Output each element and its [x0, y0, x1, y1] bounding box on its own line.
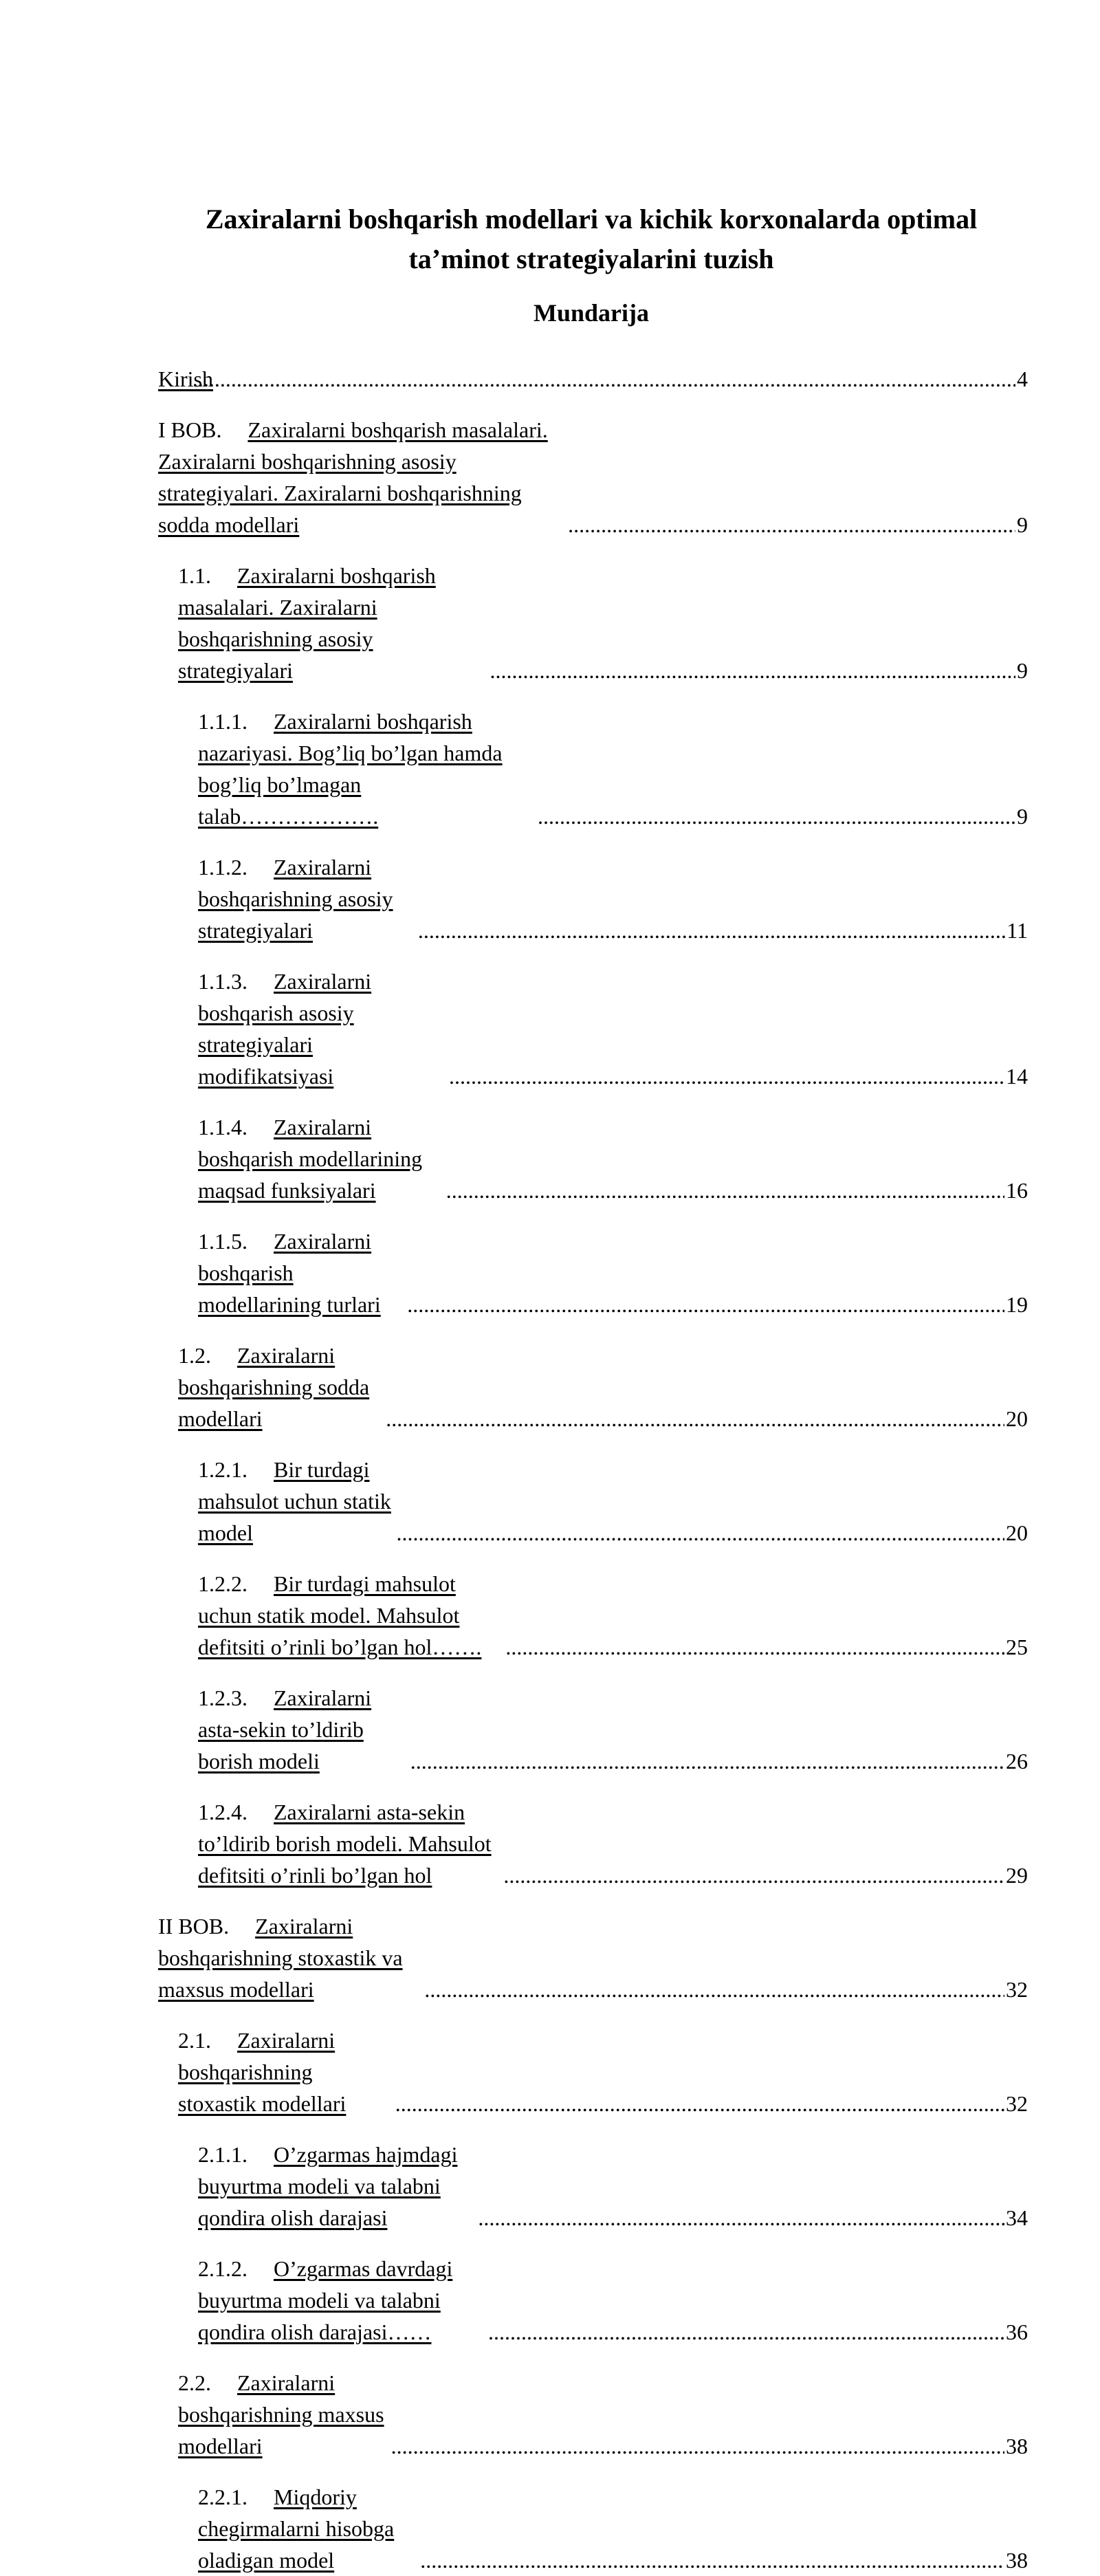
- toc-page-number: 32: [1006, 2091, 1028, 2116]
- toc-entry-number: 1.1.2.: [198, 855, 248, 880]
- toc-page-number: 20: [1006, 1406, 1028, 1431]
- leader-dots: [407, 1289, 1004, 1320]
- leader-dots: [488, 2316, 1004, 2348]
- toc-entry-link[interactable]: [198, 965, 449, 1092]
- leader-dots: [449, 1060, 1004, 1092]
- toc-page-number: 9: [1017, 658, 1028, 683]
- toc-entry-number: 1.1.4.: [198, 1115, 248, 1139]
- document-title-line-2: ta’minot strategiyalarini tuzish: [408, 243, 774, 274]
- toc-page-number: 19: [1006, 1292, 1028, 1317]
- toc-entry-text: Zaxiralarni boshqarishning maxsus modellari: [178, 2370, 384, 2458]
- document-title: [158, 199, 1024, 279]
- toc-page-number: 38: [1006, 2548, 1028, 2573]
- toc-entry-number: 1.2.1.: [198, 1457, 248, 1482]
- toc-entry-1-2-3[interactable]: [198, 1682, 1028, 1777]
- toc-page-number: 11: [1006, 918, 1028, 943]
- toc-entry-text: Zaxiralarni boshqarish masalalari. Zaxiralarni boshqarishning asosiy strategiyalari. Zaxiralarni boshqarishning sodda modellari: [158, 417, 548, 537]
- toc-entry-1-2-1[interactable]: [198, 1454, 1028, 1549]
- toc-entry-text: Zaxiralarni boshqarish asosiy strategiyalari modifikatsiyasi: [198, 969, 372, 1089]
- toc-entry-link[interactable]: [158, 414, 568, 541]
- toc-entry-number: 1.1.: [178, 563, 211, 588]
- toc-entry-number: 1.2.2.: [198, 1571, 248, 1596]
- toc-entry-number: 2.1.2.: [198, 2256, 248, 2281]
- toc-entry-kirish[interactable]: [158, 363, 1028, 395]
- toc-entry-link[interactable]: [198, 706, 538, 832]
- toc-entry-text: Miqdoriy chegirmalarni hisobga oladigan model: [198, 2485, 395, 2573]
- toc-page-number: 9: [1017, 512, 1028, 537]
- toc-entry-chapter-1[interactable]: [158, 414, 1028, 541]
- toc-entry-number: 1.1.5.: [198, 1229, 248, 1254]
- leader-dots: [192, 363, 1015, 395]
- toc-entry-text: O’zgarmas hajmdagi buyurtma modeli va talabni qondira olish darajasi: [198, 2142, 458, 2230]
- toc-entry-number: 1.2.4.: [198, 1800, 248, 1824]
- toc-entry-chapter-2[interactable]: [158, 1910, 1028, 2005]
- leader-dots: [478, 2202, 1004, 2234]
- toc-entry-link[interactable]: [198, 2253, 488, 2348]
- toc-page-number: 26: [1006, 1749, 1028, 1773]
- leader-dots: [397, 1517, 1004, 1549]
- document-title-line-1: Zaxiralarni boshqarish modellari va kichik korxonalarda optimal: [205, 204, 978, 234]
- toc-page-number: 14: [1006, 1064, 1028, 1089]
- toc-entry-link[interactable]: [198, 1225, 407, 1320]
- toc-entry-text: O’zgarmas davrdagi buyurtma modeli va talabni qondira olish darajasi……: [198, 2256, 453, 2344]
- toc-page-number: 29: [1006, 1863, 1028, 1888]
- toc-entry-1-1-3[interactable]: [198, 965, 1028, 1092]
- toc-entry-2-1-2[interactable]: [198, 2253, 1028, 2348]
- toc-entry-number: II BOB.: [158, 1914, 230, 1939]
- toc-entry-link[interactable]: [198, 851, 418, 946]
- toc-entry-link[interactable]: [198, 2139, 478, 2234]
- toc-entry-text: Zaxiralarni boshqarish nazariyasi. Bog’liq bo’lgan hamda bog’liq bo’lmagan talab……………….: [198, 709, 503, 829]
- table-of-contents: [0, 363, 1100, 2576]
- leader-dots: [490, 655, 1015, 686]
- toc-entry-link[interactable]: [158, 363, 213, 395]
- toc-entry-link[interactable]: [178, 2367, 391, 2462]
- toc-entry-number: 2.2.1.: [198, 2485, 248, 2509]
- toc-entry-1-1-1[interactable]: [198, 706, 1028, 832]
- leader-dots: [538, 800, 1015, 832]
- toc-entry-text: Zaxiralarni asta-sekin to’ldirib borish modeli: [198, 1685, 372, 1773]
- leader-dots: [410, 1745, 1004, 1777]
- toc-entry-2-1[interactable]: [178, 2024, 1028, 2119]
- toc-entry-link[interactable]: [178, 2024, 395, 2119]
- toc-page-number: 36: [1006, 2320, 1028, 2344]
- leader-dots: [386, 1403, 1004, 1434]
- toc-page-number: 20: [1006, 1520, 1028, 1545]
- toc-entry-1-1[interactable]: [178, 560, 1028, 686]
- toc-entry-link[interactable]: [198, 1568, 505, 1663]
- toc-entry-text: Zaxiralarni boshqarishning stoxastik va maxsus modellari: [158, 1914, 403, 2002]
- toc-entry-2-1-1[interactable]: [198, 2139, 1028, 2234]
- toc-entry-2-2[interactable]: [178, 2367, 1028, 2462]
- toc-entry-number: 2.2.: [178, 2370, 211, 2395]
- toc-entry-1-1-5[interactable]: [198, 1225, 1028, 1320]
- toc-page-number: 25: [1006, 1635, 1028, 1659]
- toc-entry-number: 1.2.3.: [198, 1685, 248, 1710]
- toc-entry-text: Zaxiralarni boshqarishning sodda modellari: [178, 1343, 370, 1431]
- toc-page-number: 32: [1006, 1977, 1028, 2002]
- leader-dots: [418, 915, 1005, 946]
- leader-dots: [505, 1631, 1004, 1663]
- toc-entry-link[interactable]: [178, 1340, 386, 1434]
- toc-entry-1-1-2[interactable]: [198, 851, 1028, 946]
- toc-entry-number: 1.1.1.: [198, 709, 248, 734]
- toc-entry-text: Zaxiralarni asta-sekin to’ldirib borish modeli. Mahsulot defitsiti o’rinli bo’lgan hol: [198, 1800, 492, 1888]
- toc-entry-text: Zaxiralarni boshqarish modellarining turlari: [198, 1229, 381, 1317]
- toc-entry-1-1-4[interactable]: [198, 1111, 1028, 1206]
- toc-entry-number: 1.1.3.: [198, 969, 248, 994]
- leader-dots: [391, 2430, 1004, 2462]
- toc-entry-text: Kirish: [158, 367, 213, 391]
- leader-dots: [424, 1974, 1004, 2005]
- toc-entry-number: 1.2.: [178, 1343, 211, 1368]
- toc-entry-text: Zaxiralarni boshqarish masalalari. Zaxiralarni boshqarishning asosiy strategiyalari: [178, 563, 436, 683]
- toc-entry-link[interactable]: [158, 1910, 424, 2005]
- toc-page-number: 16: [1006, 1178, 1028, 1203]
- toc-entry-text: Zaxiralarni boshqarish modellarining maqsad funksiyalari: [198, 1115, 423, 1203]
- toc-entry-text: Zaxiralarni boshqarishning asosiy strategiyalari: [198, 855, 393, 943]
- toc-entry-link[interactable]: [198, 1111, 446, 1206]
- toc-entry-1-2-4[interactable]: [198, 1796, 1028, 1891]
- toc-entry-link[interactable]: [198, 1682, 410, 1777]
- toc-entry-1-2-2[interactable]: [198, 1568, 1028, 1663]
- toc-page-number: 4: [1017, 367, 1028, 391]
- toc-entry-text: Bir turdagi mahsulot uchun statik model. Mahsulot defitsiti o’rinli bo’lgan hol…….: [198, 1571, 482, 1659]
- leader-dots: [568, 509, 1015, 541]
- toc-entry-1-2[interactable]: [178, 1340, 1028, 1434]
- leader-dots: [446, 1175, 1004, 1206]
- toc-entry-text: Zaxiralarni boshqarishning stoxastik modellari: [178, 2028, 346, 2116]
- toc-page-number: 9: [1017, 804, 1028, 829]
- leader-dots: [420, 2544, 1004, 2576]
- toc-entry-link[interactable]: [198, 1454, 397, 1549]
- toc-entry-number: I BOB.: [158, 417, 222, 442]
- toc-page-number: 38: [1006, 2434, 1028, 2458]
- toc-entry-number: 2.1.: [178, 2028, 211, 2053]
- leader-dots: [395, 2088, 1004, 2119]
- toc-entry-number: 2.1.1.: [198, 2142, 248, 2167]
- toc-entry-link[interactable]: [178, 560, 490, 686]
- toc-entry-link[interactable]: [198, 1796, 503, 1891]
- toc-page-number: 34: [1006, 2205, 1028, 2230]
- toc-entry-text: Bir turdagi mahsulot uchun statik model: [198, 1457, 391, 1545]
- toc-entry-link[interactable]: [198, 2481, 420, 2576]
- toc-entry-2-2-1[interactable]: [198, 2481, 1028, 2576]
- leader-dots: [503, 1859, 1004, 1891]
- toc-heading: Mundarija: [533, 299, 649, 327]
